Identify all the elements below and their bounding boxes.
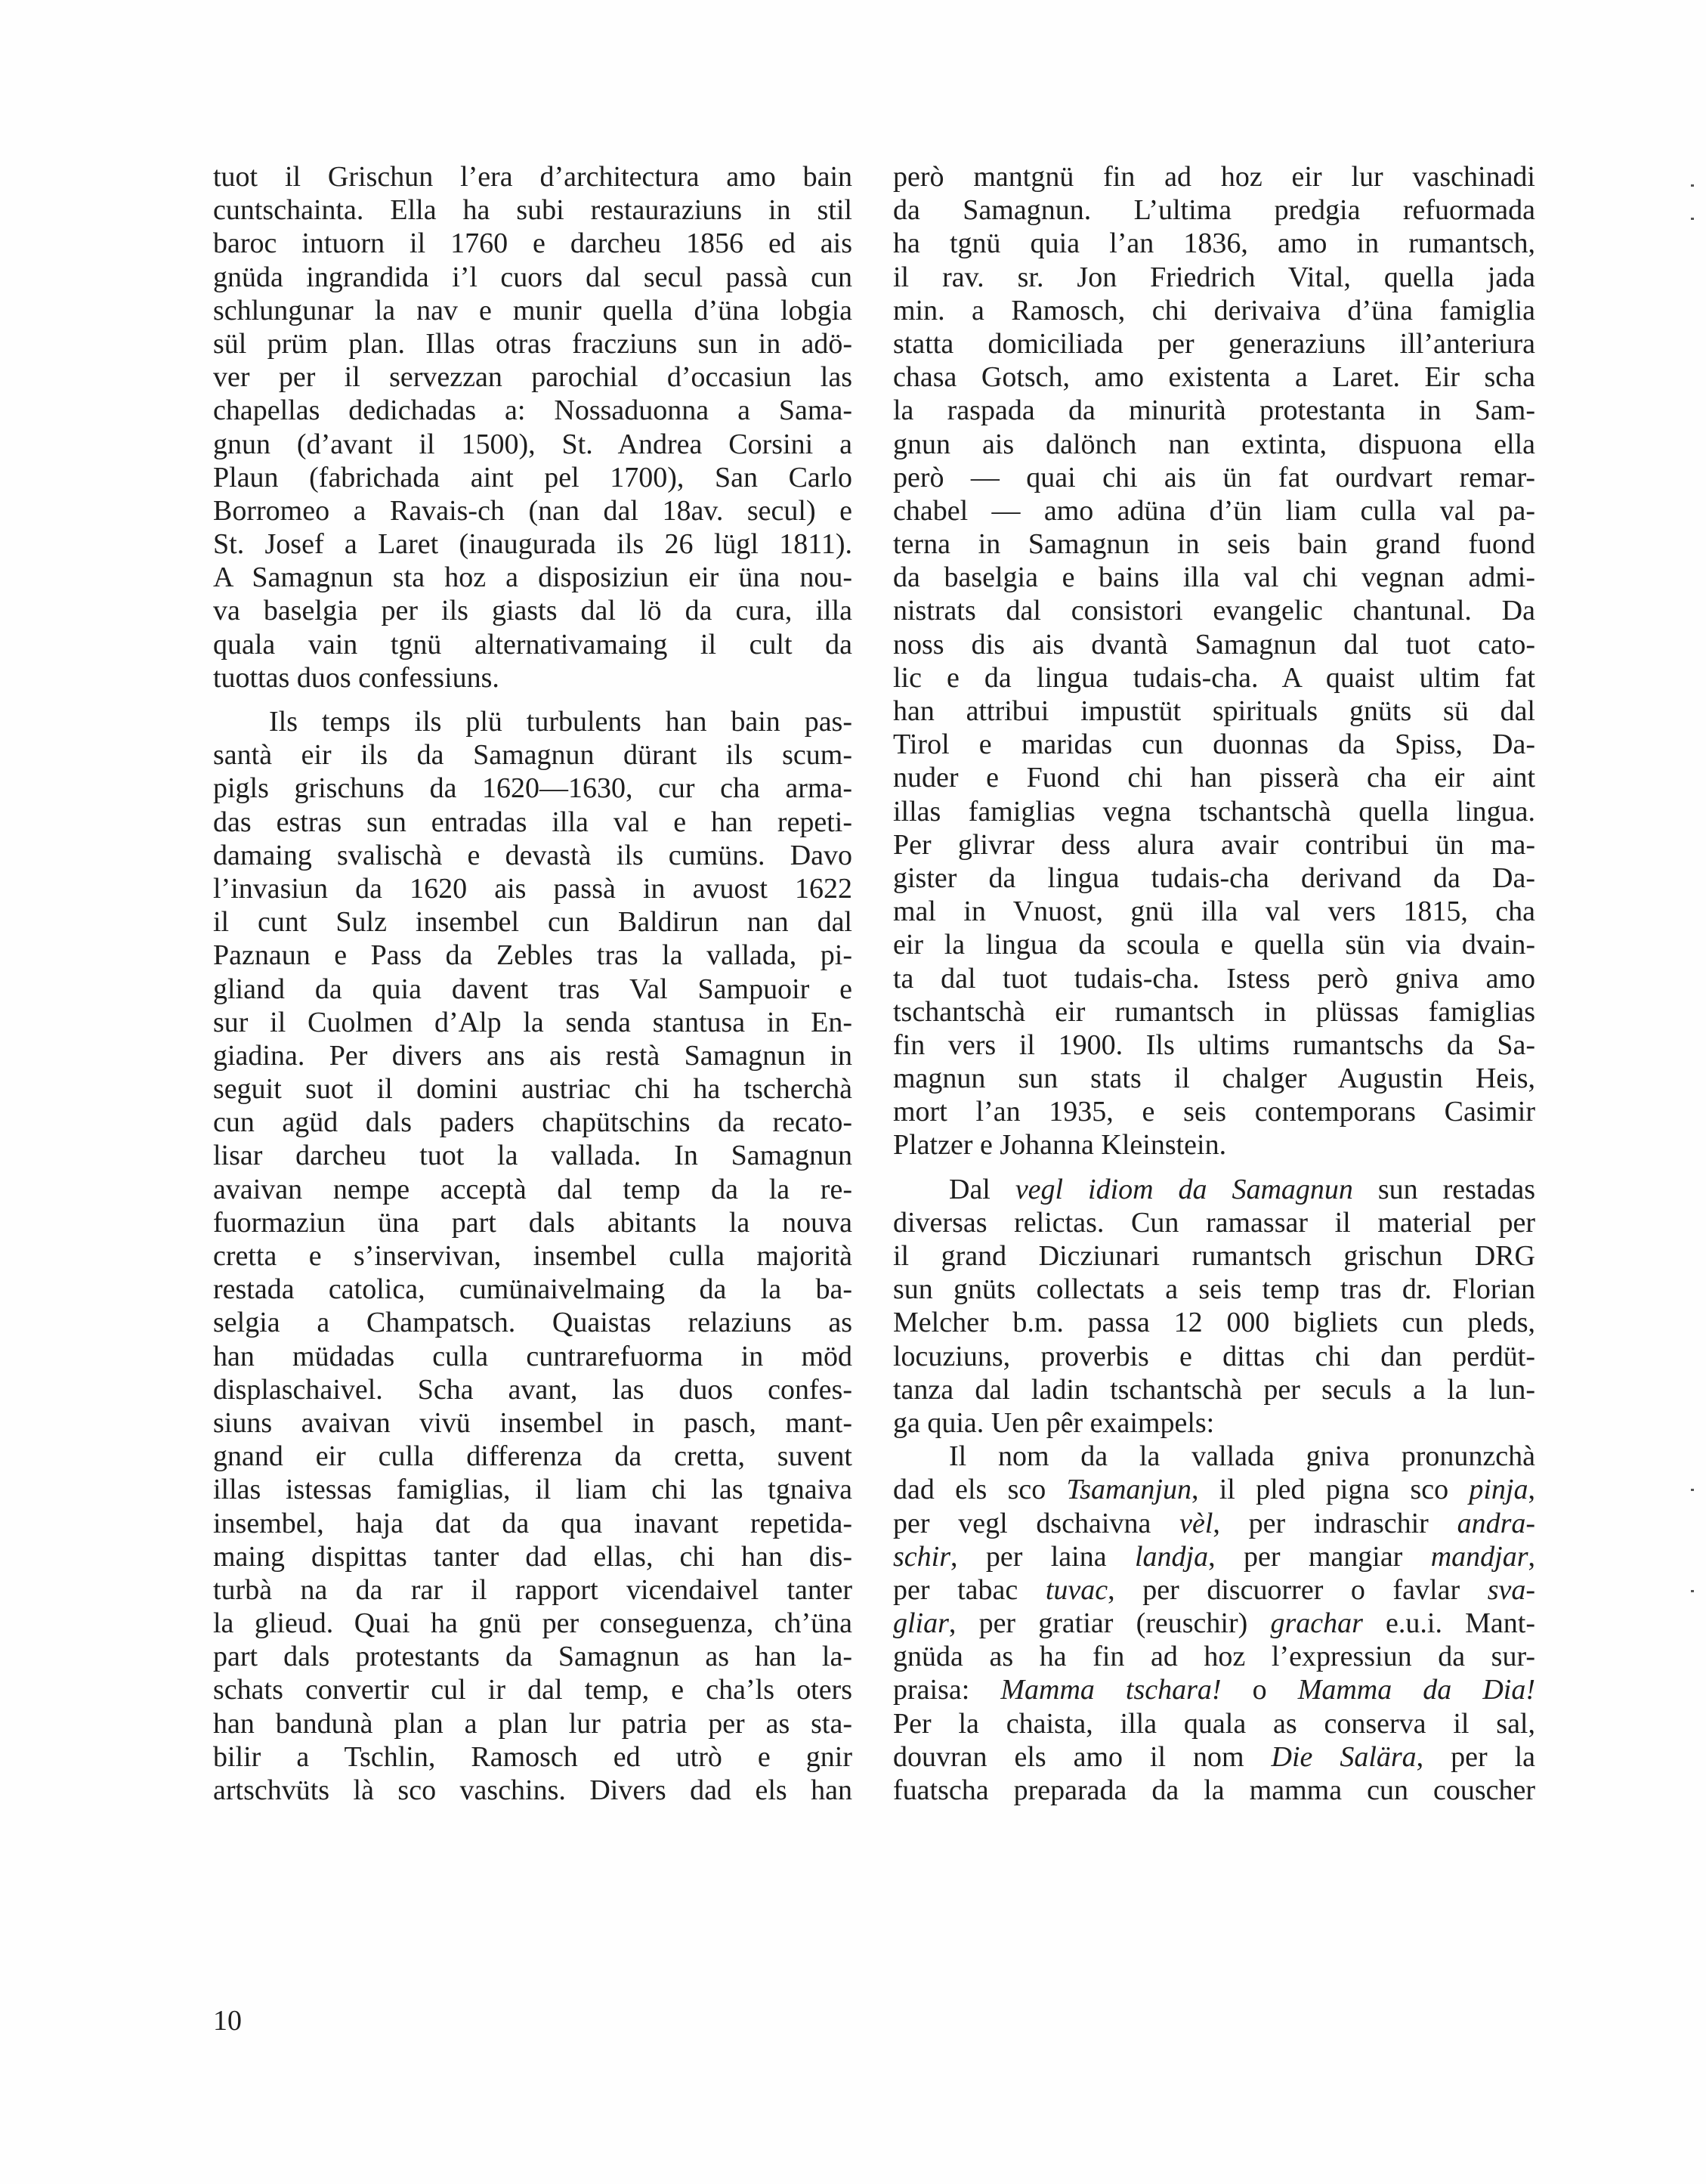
text-run: per vegl dschaivna	[893, 1507, 1180, 1539]
text-run: per tabac	[893, 1573, 1046, 1606]
text-line	[213, 527, 852, 561]
italic-term: mandjar	[1430, 1540, 1528, 1573]
text-line	[213, 160, 852, 193]
text-line	[213, 1740, 852, 1774]
text-line	[893, 1673, 1535, 1706]
text-run: Per glivrar dess alura avair contribui ün ma-	[893, 828, 1535, 861]
text-run: santà eir ils da Samagnun dürant ils scum-	[213, 739, 852, 772]
text-run: tanza dal ladin tschantschà per seculs a la lun-	[893, 1373, 1535, 1406]
italic-term: grachar	[1270, 1607, 1363, 1640]
text-line	[213, 494, 852, 527]
text-run: douvran els amo il nom	[893, 1740, 1272, 1773]
text-line	[213, 193, 852, 227]
text-line	[213, 738, 852, 772]
text-run: il cunt Sulz insembel cun Baldirun nan dal	[213, 906, 852, 939]
text-line	[893, 1062, 1535, 1095]
text-line	[213, 806, 852, 839]
text-run: fuormaziun üna part dals abitants la nouva	[213, 1206, 852, 1239]
text-run: Plaun (fabrichada aint pel 1700), San Carlo	[213, 461, 852, 493]
text-line	[893, 1440, 1535, 1473]
text-line	[213, 594, 852, 627]
text-line	[893, 1128, 1535, 1162]
scan-artifact	[1691, 184, 1694, 187]
text-run: damaing svalischà e devastà ils cumüns. Davo	[213, 839, 852, 871]
text-line	[893, 1029, 1535, 1062]
text-run: Platzer e Johanna Kleinstein.	[893, 1129, 1227, 1162]
text-run: St. Josef a Laret (inaugurada ils 26 lügl 1811).	[213, 528, 852, 561]
text-line	[893, 895, 1535, 928]
text-line	[213, 1406, 852, 1440]
text-line	[213, 661, 852, 694]
text-run: giadina. Per divers ans ais restà Samagnun in	[213, 1039, 852, 1072]
text-run: , per la	[1416, 1740, 1535, 1773]
text-run: Melcher b.m. passa 12 000 bigliets cun pleds,	[893, 1307, 1535, 1339]
text-line	[213, 561, 852, 594]
text-line	[213, 939, 852, 972]
page-number: 10	[213, 2005, 242, 2037]
text-line	[893, 962, 1535, 995]
text-run: va baselgia per ils giasts dal lö da cura, illa	[213, 595, 852, 627]
paragraph	[893, 1440, 1535, 1807]
italic-term: sva-	[1487, 1573, 1535, 1606]
text-line	[213, 839, 852, 872]
text-line	[213, 1206, 852, 1239]
text-run: Ils temps ils plü turbulents han bain pas-	[269, 706, 852, 738]
text-line	[213, 1440, 852, 1473]
text-line	[213, 227, 852, 260]
text-run: terna in Samagnun in seis bain grand fuond	[893, 528, 1535, 561]
italic-term: pinja	[1469, 1474, 1528, 1506]
text-line	[213, 1039, 852, 1072]
text-run: illas famiglias vegna tschantschà quella lingua.	[893, 795, 1535, 828]
text-line	[213, 461, 852, 494]
text-line	[213, 1573, 852, 1607]
text-run: e.u.i. Mant-	[1362, 1607, 1536, 1640]
text-run: turbà na da rar il rapport vicendaivel tanter	[213, 1573, 852, 1606]
text-run: sun gnüts collectats a seis temp tras dr. Florian	[893, 1273, 1535, 1306]
italic-term: schir	[893, 1540, 950, 1573]
text-run: schats convertir cul ir dal temp, e cha’ls oters	[213, 1674, 852, 1706]
italic-term: vèl	[1179, 1507, 1213, 1539]
text-run: gliand da quia davent tras Val Sampuoir e	[213, 973, 852, 1005]
text-line	[213, 1707, 852, 1740]
text-run: sun restadas	[1352, 1173, 1535, 1205]
text-line	[893, 1306, 1535, 1339]
text-run: displaschaivel. Scha avant, las duos confes-	[213, 1373, 852, 1406]
text-line	[213, 294, 852, 327]
text-line	[893, 1239, 1535, 1273]
text-line	[213, 1173, 852, 1206]
text-run: insembel, haja dat da qua inavant repetida-	[213, 1507, 852, 1539]
text-run: quala vain tgnü alternativamaing il cult da	[213, 628, 852, 660]
text-line	[213, 1774, 852, 1807]
text-run: gnun ais dalönch nan extinta, dispuona ella	[893, 428, 1535, 460]
text-run: , per indraschir	[1213, 1507, 1457, 1539]
italic-term: Tsamanjun	[1066, 1474, 1191, 1506]
text-run: maing dispittas tanter dad ellas, chi han dis-	[213, 1540, 852, 1573]
text-run: Dal	[949, 1173, 1015, 1205]
text-run: cretta e s’inservivan, insembel culla majorità	[213, 1240, 852, 1272]
text-line	[213, 1607, 852, 1640]
text-line	[893, 1206, 1535, 1239]
italic-term: Die Salära	[1271, 1740, 1417, 1773]
paragraph	[213, 160, 852, 694]
text-run: locuziuns, proverbis e dittas chi dan perdüt-	[893, 1340, 1535, 1372]
text-run: Borromeo a Ravais-ch (nan dal 18av. secul) e	[213, 494, 852, 527]
text-line	[893, 1540, 1535, 1573]
text-run: lic e da lingua tudais-cha. A quaist ultim fat	[893, 661, 1535, 694]
text-run: han müdadas culla cuntrarefuorma in möd	[213, 1340, 852, 1372]
text-run: la glieud. Quai ha gnü per conseguenza, ch’üna	[213, 1607, 852, 1640]
text-run: Paznaun e Pass da Zebles tras la vallada, pi-	[213, 939, 852, 972]
text-run: però — quai chi ais ün fat ourdvart remar-	[893, 461, 1535, 493]
text-line	[893, 1406, 1535, 1440]
text-line	[213, 628, 852, 661]
text-run: han bandunà plan a plan lur patria per as sta-	[213, 1707, 852, 1740]
text-run: siuns avaivan vivü insembel in pasch, mant-	[213, 1406, 852, 1439]
text-line	[213, 1640, 852, 1673]
text-line	[893, 227, 1535, 260]
text-line	[893, 594, 1535, 627]
text-line	[213, 1273, 852, 1306]
text-line	[213, 1006, 852, 1039]
text-run: illas istessas famiglias, il liam chi las tgnaiva	[213, 1474, 852, 1506]
text-run: noss dis ais dvantà Samagnun dal tuot cato-	[893, 628, 1535, 660]
text-line	[893, 1640, 1535, 1673]
text-run: l’invasiun da 1620 ais passà in avuost 1622	[213, 872, 852, 905]
text-run: eir la lingua da scoula e quella sün via dvain-	[893, 929, 1535, 961]
text-run: dad els sco	[893, 1474, 1067, 1506]
text-run: Per la chaista, illa quala as conserva il sal,	[893, 1707, 1535, 1740]
text-run: o	[1221, 1674, 1298, 1706]
italic-term: landja	[1134, 1540, 1209, 1573]
text-line	[893, 327, 1535, 360]
text-run: , per discuorrer o favlar	[1108, 1573, 1488, 1606]
text-run: nistrats dal consistori evangelic chantunal. Da	[893, 595, 1535, 627]
text-line	[893, 1340, 1535, 1373]
text-line	[213, 1239, 852, 1273]
text-line	[213, 394, 852, 427]
text-line	[893, 1607, 1535, 1640]
text-run: chasa Gotsch, amo existenta a Laret. Eir scha	[893, 361, 1535, 394]
text-line	[213, 261, 852, 294]
text-line	[213, 1106, 852, 1139]
italic-term: tuvac	[1045, 1573, 1108, 1606]
text-run: fuatscha preparada da la mamma cun couscher	[893, 1774, 1535, 1806]
text-run: il grand Dicziunari rumantsch grischun DRG	[893, 1240, 1535, 1272]
text-line	[213, 428, 852, 461]
text-run: bilir a Tschlin, Ramosch ed utrò e gnir	[213, 1740, 852, 1773]
text-run: das estras sun entradas illa val e han repeti-	[213, 806, 852, 838]
text-line	[893, 761, 1535, 794]
text-line	[213, 1373, 852, 1406]
text-run: sur il Cuolmen d’Alp la senda stantusa in En-	[213, 1006, 852, 1038]
text-run: restada catolica, cumünaivelmaing da la ba-	[213, 1273, 852, 1306]
text-run: han attribui impustüt spirituals gnüts sü dal	[893, 695, 1535, 727]
text-run: chabel — amo adüna d’ün liam culla val pa-	[893, 494, 1535, 527]
text-line	[213, 1473, 852, 1506]
right-column	[893, 160, 1535, 1807]
text-line	[893, 1774, 1535, 1807]
text-run: , per gratiar (reuschir)	[948, 1607, 1271, 1640]
text-run: Il nom da la vallada gniva pronunzchà	[949, 1440, 1535, 1473]
left-column	[213, 160, 852, 1807]
text-run: la raspada da minurità protestanta in Sam-	[893, 394, 1535, 427]
text-line	[213, 772, 852, 805]
text-run: magnun sun stats il chalger Augustin Heis,	[893, 1063, 1535, 1095]
text-line	[893, 294, 1535, 327]
text-run: ta dal tuot tudais-cha. Istess però gniva amo	[893, 962, 1535, 995]
scan-artifact	[1691, 218, 1694, 220]
text-run: , per mangiar	[1208, 1540, 1431, 1573]
text-run: Tirol e maridas cun duonnas da Spiss, Da-	[893, 729, 1535, 761]
text-line	[893, 628, 1535, 661]
text-line	[893, 1273, 1535, 1306]
text-line	[893, 360, 1535, 394]
text-run: gnand eir culla differenza da cretta, suvent	[213, 1440, 852, 1473]
text-run: il rav. sr. Jon Friedrich Vital, quella jada	[893, 261, 1535, 293]
text-run: ,	[1528, 1540, 1535, 1573]
text-line	[893, 995, 1535, 1029]
text-line	[893, 527, 1535, 561]
text-run: cun agüd dals paders chapütschins da recato-	[213, 1106, 852, 1139]
text-line	[893, 428, 1535, 461]
text-run: però mantgnü fin ad hoz eir lur vaschinadi	[893, 161, 1535, 193]
text-run: mal in Vnuost, gnü illa val vers 1815, cha	[893, 896, 1535, 928]
text-run: A Samagnun sta hoz a disposiziun eir üna nou-	[213, 561, 852, 594]
text-run: schlungunar la nav e munir quella d’üna lobgia	[213, 294, 852, 326]
text-line	[213, 1540, 852, 1573]
text-line	[893, 795, 1535, 828]
text-line	[893, 1740, 1535, 1774]
italic-term: vegl idiom da Samagnun	[1015, 1173, 1353, 1205]
text-line	[893, 494, 1535, 527]
text-run: , il pled pigna sco	[1191, 1474, 1470, 1506]
text-run: selgia a Champatsch. Quaistas relaziuns as	[213, 1307, 852, 1339]
text-line	[893, 1507, 1535, 1540]
text-run: gnüda ingrandida i’l cuors dal secul passà cun	[213, 261, 852, 293]
text-run: gnüda as ha fin ad hoz l’expressiun da sur-	[893, 1641, 1535, 1673]
text-run: gister da lingua tudais-cha derivand da Da-	[893, 862, 1535, 894]
text-run: fin vers il 1900. Ils ultims rumantschs da Sa-	[893, 1029, 1535, 1061]
paragraph	[213, 705, 852, 1807]
text-line	[213, 360, 852, 394]
text-run: seguit suot il domini austriac chi ha tscherchà	[213, 1073, 852, 1106]
text-run: diversas relictas. Cun ramassar il material per	[893, 1206, 1535, 1239]
text-run: ha tgnü quia l’an 1836, amo in rumantsch,	[893, 227, 1535, 260]
text-line	[893, 862, 1535, 895]
text-line	[893, 461, 1535, 494]
text-line	[893, 1373, 1535, 1406]
text-run: baroc intuorn il 1760 e darcheu 1856 ed ais	[213, 227, 852, 260]
text-line	[893, 261, 1535, 294]
text-line	[893, 1173, 1535, 1206]
text-run: ga quia. Uen pêr exaimpels:	[893, 1406, 1215, 1439]
text-run: cuntschainta. Ella ha subi restauraziuns in stil	[213, 194, 852, 227]
text-run: tschantschà eir rumantsch in plüssas famiglias	[893, 995, 1535, 1028]
text-line	[893, 394, 1535, 427]
text-run: tuot il Grischun l’era d’architectura amo bain	[213, 161, 852, 193]
text-line	[213, 973, 852, 1006]
scan-artifact	[1691, 1590, 1694, 1592]
text-run: gnun (d’avant il 1500), St. Andrea Corsini a	[213, 428, 852, 460]
text-line	[893, 160, 1535, 193]
italic-term: Mamma da Dia!	[1297, 1674, 1535, 1706]
text-run: nuder e Fuond chi han pisserà cha eir aint	[893, 762, 1535, 794]
text-run: artschvüts là sco vaschins. Divers dad els han	[213, 1774, 852, 1806]
text-run: min. a Ramosch, chi derivaiva d’üna famiglia	[893, 294, 1535, 326]
text-line	[213, 1306, 852, 1339]
text-run: da baselgia e bains illa val chi vegnan admi-	[893, 561, 1535, 594]
text-run: ,	[1528, 1474, 1535, 1506]
text-line	[893, 828, 1535, 862]
text-line	[213, 1072, 852, 1106]
text-run: mort l’an 1935, e seis contemporans Casimir	[893, 1096, 1535, 1128]
text-line	[213, 1139, 852, 1172]
text-run: lisar darcheu tuot la vallada. In Samagnun	[213, 1140, 852, 1172]
text-line	[893, 928, 1535, 961]
text-run: chapellas dedichadas a: Nossaduonna a Sama-	[213, 394, 852, 427]
text-line	[213, 1340, 852, 1373]
italic-term: Mamma tschara!	[1000, 1674, 1222, 1706]
text-run: ver per il servezzan parochial d’occasiun las	[213, 361, 852, 394]
text-line	[213, 1673, 852, 1706]
text-line	[213, 327, 852, 360]
paragraph	[893, 1173, 1535, 1440]
italic-term: andra-	[1457, 1507, 1536, 1539]
text-line	[213, 905, 852, 939]
text-line	[893, 193, 1535, 227]
text-run: statta domiciliada per generaziuns ill’anteriura	[893, 327, 1535, 360]
paragraph	[893, 160, 1535, 1162]
scan-artifact	[1691, 1489, 1694, 1491]
text-line	[893, 728, 1535, 761]
text-run: da Samagnun. L’ultima predgia refuormada	[893, 194, 1535, 227]
text-line	[893, 1095, 1535, 1128]
text-run: pigls grischuns da 1620—1630, cur cha arma-	[213, 772, 852, 805]
text-line	[893, 694, 1535, 728]
text-line	[213, 1507, 852, 1540]
text-run: , per laina	[950, 1540, 1135, 1573]
text-line	[893, 1707, 1535, 1740]
text-line	[213, 705, 852, 738]
text-line	[893, 1473, 1535, 1506]
text-line	[893, 561, 1535, 594]
text-line	[893, 661, 1535, 694]
text-run: avaivan nempe acceptà dal temp da la re-	[213, 1173, 852, 1205]
italic-term: gliar	[893, 1607, 949, 1640]
text-run: praisa:	[893, 1674, 1001, 1706]
text-run: sül prüm plan. Illas otras fracziuns sun in adö-	[213, 327, 852, 360]
text-run: tuottas duos confessiuns.	[213, 661, 499, 694]
text-line	[213, 872, 852, 905]
text-line	[893, 1573, 1535, 1607]
text-run: part dals protestants da Samagnun as han la-	[213, 1641, 852, 1673]
